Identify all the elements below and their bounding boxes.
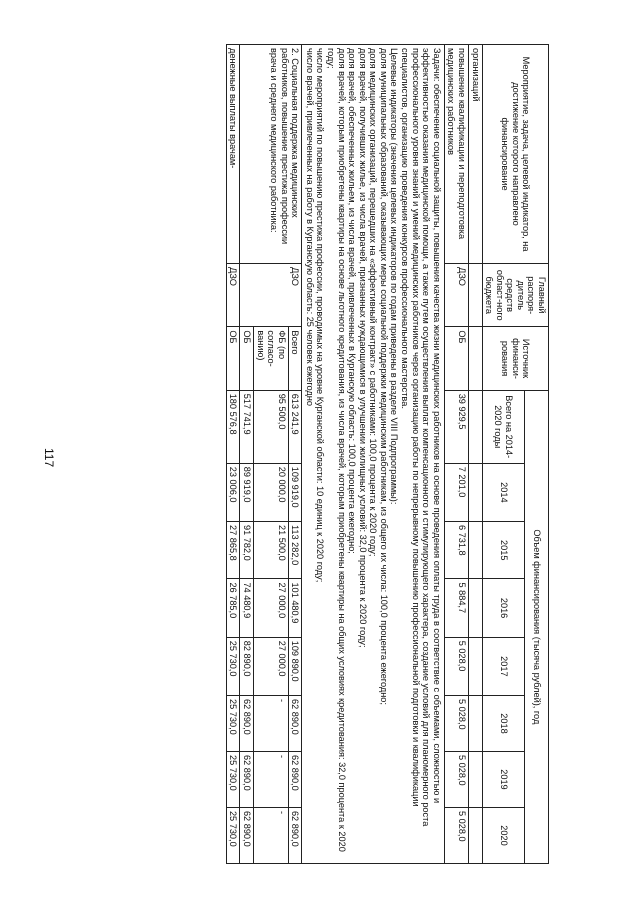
header-total: Всего на 2014-2020 годы [482, 390, 525, 463]
header-financing-group: Объем финансирования (тысяча рублей), год [525, 390, 549, 863]
task-text: Задачи: обеспечение социальной защиты, повышения качества жизни медицинских работников на основе проведения оплаты труда в соответствие с объемами, сложностью и эффективностью оказания медицинской помощи, а также путем осуществления выплат компенсационного и стимулирующего характера, создание условий для планомерного роста профессионального уровня знаний и умений медицинских работников через организацию работы по непрерывному повышению профессиональной подготовки и квалификации специалистов, организацию проведения конкурсов профессионального мастерства. [400, 48, 442, 827]
table-row [288, 45, 302, 864]
value-cell: 180 576,8 [226, 390, 240, 463]
value-cell: 20 000,0 [253, 463, 288, 521]
table-row [226, 45, 240, 864]
indicator-line: Целевые индикаторы (значения целевых индикаторов по годам приведены в разделе VIII Подпрограммы): [389, 48, 400, 505]
value-cell: 89 919,0 [240, 463, 254, 521]
source-cell: ОБ [226, 327, 240, 390]
value-cell: 21 500,0 [253, 521, 288, 578]
value-cell: 62 890,0 [288, 751, 302, 807]
header-year: 2020 [482, 807, 525, 863]
source-cell: ОБ [240, 327, 254, 390]
value-cell: 23 006,0 [226, 463, 240, 521]
value-cell: 39 929,5 [444, 390, 468, 463]
value-cell: 25 730,0 [226, 807, 240, 863]
value-cell: 27 000,0 [253, 637, 288, 695]
value-cell: 74 480,9 [240, 579, 254, 637]
measure-name: повышение квалификации и переподготовка медицинских работников [444, 45, 468, 264]
value-cell: 62 890,0 [240, 695, 254, 751]
value-cell: 5 028,0 [444, 637, 468, 695]
page-number: 117 [42, 448, 56, 468]
indicator-line: доля муниципальных образований, оказывающих меры социальной поддержки медицинским работникам, из общего их числа: 100,0 процента ежегодно; [378, 48, 389, 705]
source-cell: ФБ (по согласо-ванию) [253, 327, 288, 390]
header-year: 2014 [482, 463, 525, 521]
value-cell: 25 730,0 [226, 637, 240, 695]
value-cell: 25 730,0 [226, 695, 240, 751]
value-cell: 5 028,0 [444, 807, 468, 863]
value-cell: 5 028,0 [444, 695, 468, 751]
indicator-line: число мероприятий по повышению престижа профессии, проводимых на уровне Курганской области: 10 единиц к 2020 году; [315, 48, 326, 583]
value-cell: 91 782,0 [240, 521, 254, 578]
value-cell: 7 201,0 [444, 463, 468, 521]
indicator-line: доля медицинских организаций, перешедших на «эффективный контракт» с работниками: 100,0 процента к 2020 году; [368, 48, 379, 557]
indicator-line: число врачей, привлеченных на работу в Курганскую область: 25 человек ежегодно [304, 48, 315, 406]
manager-cell: ДЗО [444, 264, 468, 327]
header-year: 2018 [482, 695, 525, 751]
manager-cell: ДЗО [240, 264, 302, 327]
header-measure: Мероприятие, задача, целевой индикатор, на достижение которого направлено финансирование [482, 45, 548, 264]
value-cell: 113 282,0 [288, 521, 302, 578]
task-block [302, 45, 445, 864]
source-cell: ОБ [444, 327, 468, 390]
value-cell: 82 890,0 [240, 637, 254, 695]
value-cell: 26 785,0 [226, 579, 240, 637]
row-organizations: организаций [468, 45, 482, 264]
value-cell: 517 741,9 [240, 390, 254, 463]
value-cell: 95 500,0 [253, 390, 288, 463]
value-cell: 109 919,0 [288, 463, 302, 521]
value-cell: 62 890,0 [240, 807, 254, 863]
value-cell: - [253, 807, 288, 863]
financing-table [226, 44, 549, 864]
header-manager: Главный распоря-дитель средств област-ного бюджета [482, 264, 548, 327]
table-row [444, 45, 468, 864]
measure-name: денежные выплаты врачам- [226, 45, 240, 264]
value-cell: 62 890,0 [288, 695, 302, 751]
header-year: 2015 [482, 521, 525, 578]
value-cell: - [253, 751, 288, 807]
indicator-line: доля врачей, которым приобретены квартиры на основе льготного кредитования, из числа врачей, которым приобретены квартиры на общих условиях кредитования: 32,0 процента к 2020 году; [326, 48, 347, 852]
value-cell: 613 241,9 [288, 390, 302, 463]
value-cell: 5 028,0 [444, 751, 468, 807]
source-cell: Всего [288, 327, 302, 390]
value-cell: 27 000,0 [253, 579, 288, 637]
header-year: 2016 [482, 579, 525, 637]
header-source: Источник финанси-рования [482, 327, 548, 390]
value-cell: - [253, 695, 288, 751]
value-cell: 25 730,0 [226, 751, 240, 807]
header-year: 2019 [482, 751, 525, 807]
value-cell: 62 890,0 [288, 807, 302, 863]
measure-name: 2. Социальная поддержка медицинских работников, повышение престижа профессии врача и среднего медицинского работника: [240, 45, 302, 264]
value-cell: 5 884,7 [444, 579, 468, 637]
value-cell: 27 865,8 [226, 521, 240, 578]
indicator-line: доля врачей, получивших жилье, из числа врачей, признанных нуждающимися в улучшении жилищных условий: 32,0 процента к 2020 году; [357, 48, 368, 648]
manager-cell: ДЗО [226, 264, 240, 327]
value-cell: 101 480,9 [288, 579, 302, 637]
value-cell: 62 890,0 [240, 751, 254, 807]
value-cell: 6 731,8 [444, 521, 468, 578]
value-cell: 109 890,0 [288, 637, 302, 695]
indicator-line: доля врачей, обеспеченных жильем, из числа врачей, привлеченных в Курганскую область: 100,0 процента ежегодно; [347, 48, 358, 554]
header-year: 2017 [482, 637, 525, 695]
